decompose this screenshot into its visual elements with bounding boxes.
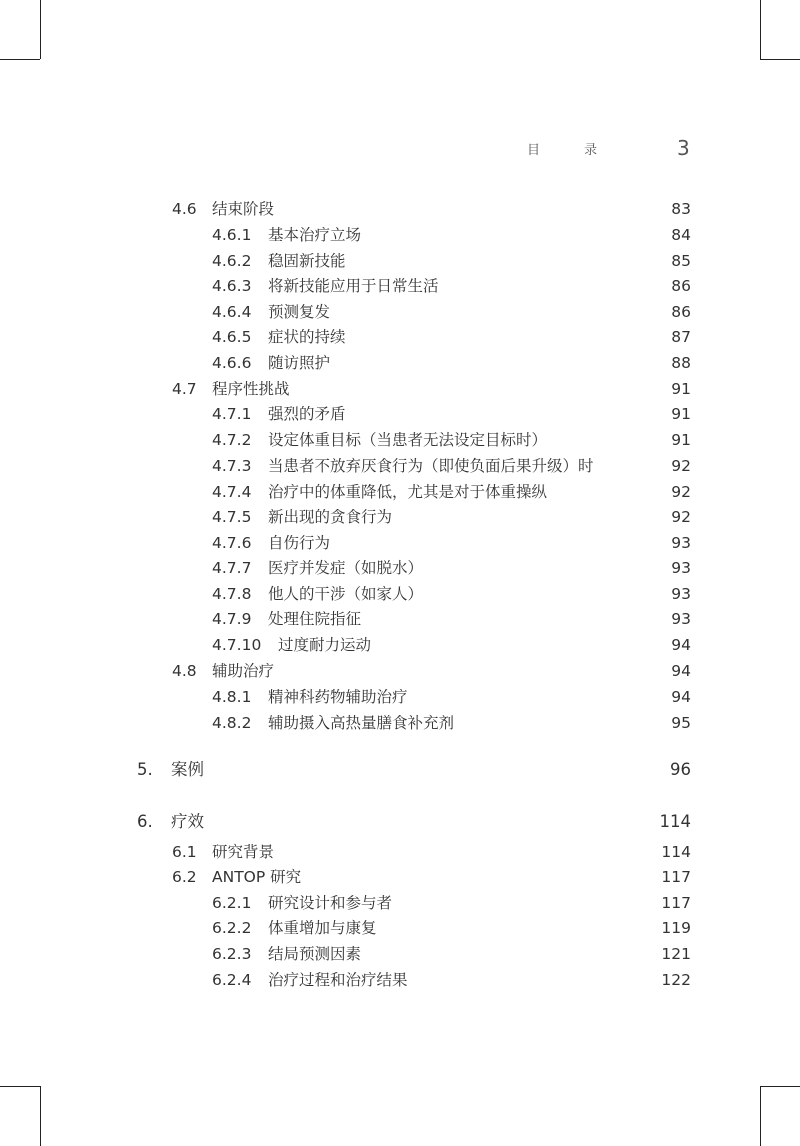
toc-entry: [0, 943, 800, 965]
toc-entry-number: 4.7.3: [212, 457, 252, 475]
toc-entry-page: 86: [671, 277, 691, 295]
toc-entry-page: 84: [671, 226, 691, 244]
toc-entry: [0, 660, 800, 682]
toc-entry-number: 4.7: [172, 380, 197, 398]
toc-entry: [0, 759, 800, 781]
toc-entry: [0, 352, 800, 374]
toc-entry-number: 5.: [137, 760, 153, 779]
toc-entry-number: 4.6.2: [212, 252, 252, 270]
toc-entry-page: 114: [659, 812, 691, 831]
toc-entry-page: 117: [661, 868, 691, 886]
toc-entry-number: 4.6.4: [212, 303, 252, 321]
toc-entry-page: 122: [661, 971, 691, 989]
toc-entry-number: 6.: [137, 812, 153, 831]
toc-entry-number: 4.7.8: [212, 585, 252, 603]
toc-entry: [0, 841, 800, 863]
toc-entry: [0, 198, 800, 220]
toc-entry-title: 强烈的矛盾: [268, 405, 346, 423]
toc-entry-page: 94: [671, 636, 691, 654]
toc-entry-number: 6.2: [172, 868, 197, 886]
toc-entry: [0, 811, 800, 833]
toc-entry-page: 96: [670, 760, 691, 779]
toc-entry: [0, 326, 800, 348]
toc-entry: [0, 557, 800, 579]
toc-entry-page: 91: [671, 380, 691, 398]
toc-entry-title: 随访照护: [268, 354, 331, 372]
toc-entry-page: 95: [671, 714, 691, 732]
toc-entry-page: 94: [671, 688, 691, 706]
toc-entry: [0, 224, 800, 246]
toc-entry-page: 93: [671, 585, 691, 603]
toc-entry-page: 92: [671, 457, 691, 475]
toc-entry-page: 83: [671, 200, 691, 218]
toc-entry-number: 4.6.3: [212, 277, 252, 295]
toc-entry-title: 稳固新技能: [268, 252, 346, 270]
toc-entry-page: 87: [671, 328, 691, 346]
toc-entry-number: 4.8.2: [212, 714, 252, 732]
toc-entry-title: 研究设计和参与者: [268, 894, 393, 912]
toc-entry-number: 4.7.9: [212, 610, 252, 628]
toc-entry: [0, 429, 800, 451]
toc-entry-title: 辅助治疗: [212, 662, 275, 680]
toc-entry-title: 设定体重目标（当患者无法设定目标时）: [268, 431, 548, 449]
toc-entry-title: 辅助摄入高热量膳食补充剂: [268, 714, 455, 732]
toc-entry-title: 程序性挑战: [212, 380, 290, 398]
toc-entry-page: 92: [671, 483, 691, 501]
toc-entry: [0, 275, 800, 297]
toc-entry-number: 6.2.4: [212, 971, 252, 989]
toc-entry-page: 88: [671, 354, 691, 372]
toc-entry-page: 85: [671, 252, 691, 270]
toc-entry-number: 4.7.10: [212, 636, 262, 654]
toc-entry: [0, 712, 800, 734]
toc-entry-number: 4.7.7: [212, 559, 252, 577]
toc-entry-number: 4.7.5: [212, 508, 252, 526]
toc-entry-title: 新出现的贪食行为: [268, 508, 393, 526]
toc-entry-page: 93: [671, 559, 691, 577]
toc-entry-title: 治疗过程和治疗结果: [268, 971, 408, 989]
toc-entry-number: 4.6.5: [212, 328, 252, 346]
toc-entry-number: 6.2.3: [212, 945, 252, 963]
toc-entry: [0, 378, 800, 400]
toc-entry-title: 过度耐力运动: [278, 636, 372, 654]
toc-entry: [0, 250, 800, 272]
toc-entry-page: 114: [661, 843, 691, 861]
toc-entry-number: 4.6.1: [212, 226, 252, 244]
toc-entry: [0, 583, 800, 605]
toc-entry: [0, 403, 800, 425]
toc-entry-page: 86: [671, 303, 691, 321]
toc-entry: [0, 608, 800, 630]
toc-entry: [0, 686, 800, 708]
toc-entry-number: 4.6: [172, 200, 197, 218]
toc-entry-title: 医疗并发症（如脱水）: [268, 559, 424, 577]
toc-entry-number: 4.7.6: [212, 534, 252, 552]
toc-entry-title: 处理住院指征: [268, 610, 362, 628]
toc-entry-title: ANTOP 研究: [212, 868, 302, 886]
toc-entry-page: 91: [671, 431, 691, 449]
toc-entry-number: 4.7.2: [212, 431, 252, 449]
toc-entry: [0, 455, 800, 477]
toc-entry-number: 6.2.1: [212, 894, 252, 912]
toc-entry-page: 92: [671, 508, 691, 526]
toc-entry-number: 4.7.4: [212, 483, 252, 501]
toc-entry-title: 当患者不放弃厌食行为（即使负面后果升级）时: [268, 457, 594, 475]
toc-entry: [0, 969, 800, 991]
toc-entry-number: 4.6.6: [212, 354, 252, 372]
toc-entry: [0, 506, 800, 528]
toc-entry: [0, 481, 800, 503]
toc-entry-page: 119: [661, 919, 691, 937]
toc-entry-page: 121: [661, 945, 691, 963]
toc-entry-number: 6.2.2: [212, 919, 252, 937]
toc-entry-page: 117: [661, 894, 691, 912]
toc-entry: [0, 866, 800, 888]
toc-entry-title: 基本治疗立场: [268, 226, 362, 244]
toc-entry: [0, 301, 800, 323]
page-number: 3: [677, 136, 690, 160]
toc-entry-title: 研究背景: [212, 843, 275, 861]
toc-entry-number: 6.1: [172, 843, 197, 861]
toc-entry-number: 4.7.1: [212, 405, 252, 423]
toc-entry-title: 他人的干涉（如家人）: [268, 585, 424, 603]
toc-entry-number: 4.8: [172, 662, 197, 680]
toc-entry-title: 症状的持续: [268, 328, 346, 346]
toc-entry-title: 将新技能应用于日常生活: [268, 277, 439, 295]
toc-entry-page: 94: [671, 662, 691, 680]
toc-entry: [0, 532, 800, 554]
toc-entry-title: 结束阶段: [212, 200, 275, 218]
toc-entry: [0, 917, 800, 939]
toc-entry-page: 93: [671, 534, 691, 552]
toc-entry-title: 预测复发: [268, 303, 331, 321]
toc-entry-title: 案例: [171, 760, 204, 779]
toc-entry-page: 93: [671, 610, 691, 628]
toc-entry: [0, 892, 800, 914]
running-header: 目 录: [527, 143, 618, 158]
toc-entry-title: 治疗中的体重降低，尤其是对于体重操纵: [268, 483, 548, 501]
toc-entry-title: 疗效: [171, 812, 204, 831]
toc-entry-title: 体重增加与康复: [268, 919, 377, 937]
toc-entry-title: 自伤行为: [268, 534, 331, 552]
toc-entry-page: 91: [671, 405, 691, 423]
toc-entry-number: 4.8.1: [212, 688, 252, 706]
toc-entry-title: 精神科药物辅助治疗: [268, 688, 408, 706]
toc-entry-title: 结局预测因素: [268, 945, 362, 963]
toc-entry: [0, 634, 800, 656]
